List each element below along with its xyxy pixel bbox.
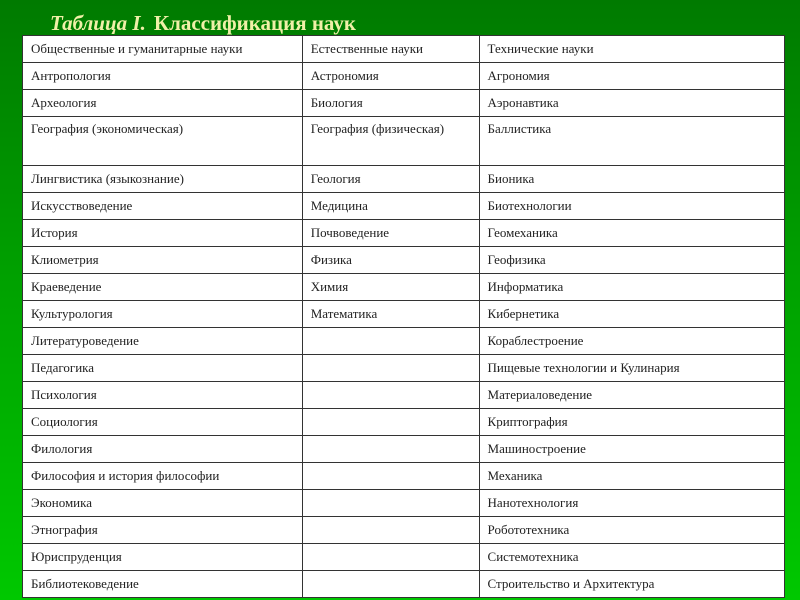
table-row — [23, 166, 785, 193]
table-cell: Агрономия — [479, 63, 784, 90]
table-row — [23, 193, 785, 220]
table-cell: Бионика — [479, 166, 784, 193]
table-cell: Медицина — [302, 193, 479, 220]
table-cell — [302, 409, 479, 436]
table-cell: Филология — [23, 436, 303, 463]
table-cell: Социология — [23, 409, 303, 436]
table-cell — [302, 490, 479, 517]
table-cell: Биотехнологии — [479, 193, 784, 220]
header-cell: Естественные науки — [302, 36, 479, 63]
table-cell: Химия — [302, 274, 479, 301]
table-cell: Математика — [302, 301, 479, 328]
table-cell: Этнография — [23, 517, 303, 544]
table-row — [23, 544, 785, 571]
table-cell — [302, 355, 479, 382]
table-cell: Юриспруденция — [23, 544, 303, 571]
table-row — [23, 301, 785, 328]
table-row — [23, 571, 785, 598]
table-cell — [302, 544, 479, 571]
table-row — [23, 382, 785, 409]
title-text: Классификация наук — [153, 11, 356, 35]
table-cell: Нанотехнология — [479, 490, 784, 517]
table-cell: Машиностроение — [479, 436, 784, 463]
table-cell: Строительство и Архитектура — [479, 571, 784, 598]
table-cell — [302, 463, 479, 490]
table-row — [23, 117, 785, 166]
table-cell: Робототехника — [479, 517, 784, 544]
table-cell: Библиотековедение — [23, 571, 303, 598]
table-cell: Биология — [302, 90, 479, 117]
table-cell: Баллистика — [479, 117, 784, 166]
table-cell — [302, 382, 479, 409]
table-cell: Аэронавтика — [479, 90, 784, 117]
table-cell: Клиометрия — [23, 247, 303, 274]
table-cell: Психология — [23, 382, 303, 409]
table-cell: Литературоведение — [23, 328, 303, 355]
table-row — [23, 274, 785, 301]
table-cell: Почвоведение — [302, 220, 479, 247]
table-row — [23, 409, 785, 436]
table-cell: География (физическая) — [302, 117, 479, 166]
page-title — [50, 10, 356, 36]
table-cell: Кораблестроение — [479, 328, 784, 355]
table-cell: История — [23, 220, 303, 247]
table-cell — [302, 571, 479, 598]
table-cell: Геология — [302, 166, 479, 193]
table-cell: География (экономическая) — [23, 117, 303, 166]
table-cell: Пищевые технологии и Кулинария — [479, 355, 784, 382]
table-cell: Педагогика — [23, 355, 303, 382]
header-row — [23, 36, 785, 63]
table-row — [23, 90, 785, 117]
table-cell: Астрономия — [302, 63, 479, 90]
table-cell: Системотехника — [479, 544, 784, 571]
table-cell: Криптография — [479, 409, 784, 436]
table-cell: Антропология — [23, 63, 303, 90]
table-row — [23, 63, 785, 90]
table-cell: Кибернетика — [479, 301, 784, 328]
table-cell: Механика — [479, 463, 784, 490]
table-cell: Информатика — [479, 274, 784, 301]
table-cell — [302, 328, 479, 355]
table-cell: Краеведение — [23, 274, 303, 301]
sciences-table — [22, 35, 785, 598]
table-cell: Археология — [23, 90, 303, 117]
table-cell: Геомеханика — [479, 220, 784, 247]
table-row — [23, 517, 785, 544]
table-cell — [302, 436, 479, 463]
table-cell: Материаловедение — [479, 382, 784, 409]
table-cell — [302, 517, 479, 544]
table-row — [23, 463, 785, 490]
table-cell: Философия и история философии — [23, 463, 303, 490]
table-cell: Экономика — [23, 490, 303, 517]
table-row — [23, 436, 785, 463]
table-cell: Физика — [302, 247, 479, 274]
table-row — [23, 490, 785, 517]
table-cell: Культурология — [23, 301, 303, 328]
table-row — [23, 328, 785, 355]
title-prefix: Таблица I. — [50, 11, 146, 35]
header-cell: Технические науки — [479, 36, 784, 63]
table-row — [23, 220, 785, 247]
table-cell: Лингвистика (языкознание) — [23, 166, 303, 193]
table-cell: Искусствоведение — [23, 193, 303, 220]
table-row — [23, 355, 785, 382]
header-cell: Общественные и гуманитарные науки — [23, 36, 303, 63]
table-cell: Геофизика — [479, 247, 784, 274]
table-row — [23, 247, 785, 274]
